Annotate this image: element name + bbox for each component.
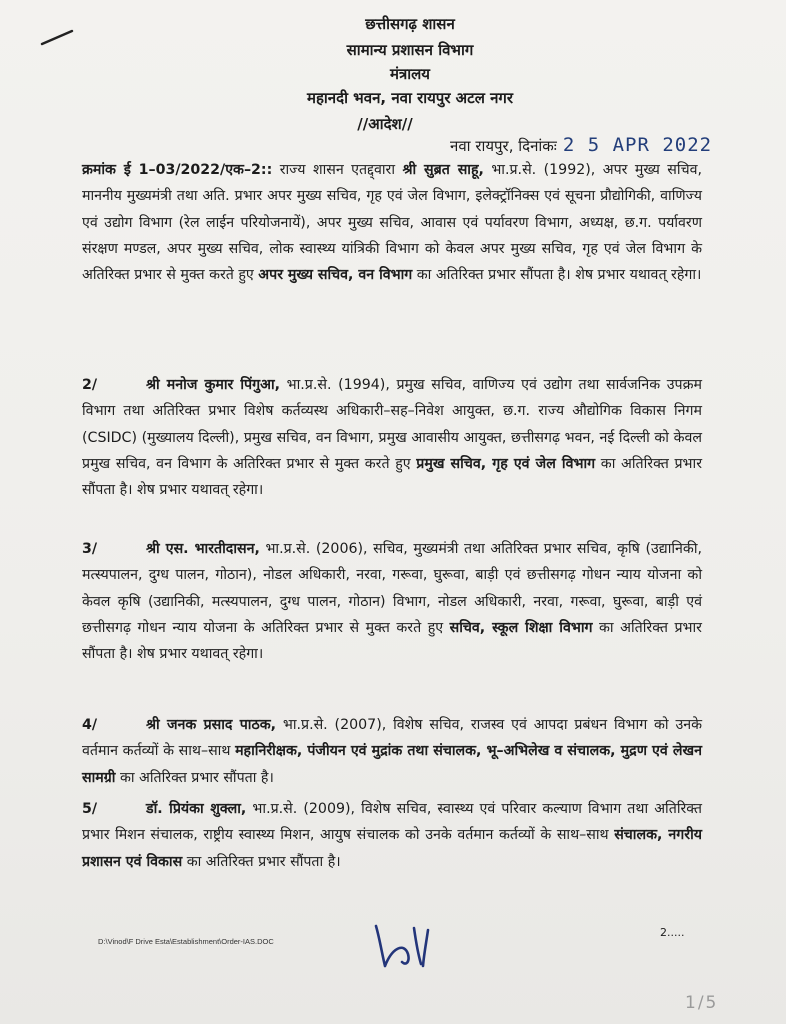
assigned-post: संचालक, नगरीय प्रशासन एवं विकास [82,827,702,870]
paragraph-text: भा.प्र.से. (2007), विशेष सचिव, राजस्व एवं आपदा प्रबंधन विभाग को उनके वर्तमान कर्तव्यों के साथ–साथ [82,717,702,760]
pen-mark-icon [40,28,74,46]
date-stamp: 2 5 APR 2022 [562,134,713,156]
paragraph-text: भा.प्र.से. (2006), सचिव, मुख्यमंत्री तथा अतिरिक्त प्रभार सचिव, कृषि (उद्यानिकी, मत्स्यपालन, दुग्ध पालन, गोठान), नोडल अधिकारी, नरवा, गरूवा, घुरूवा, बाड़ी एवं छत्तीसगढ़ गोधन न्याय योजना को केवल कृषि (उद्यानिकी, मत्स्यपालन, दुग्ध पालन, गोठान) विभाग, नोडल अधिकारी, नरवा, गरूवा, घुरूवा, बाड़ी एवं छत्तीसगढ़ गोधन न्याय योजना के अतिरिक्त प्रभार से मुक्त करते हुए [82,541,703,636]
header-secretariat: मंत्रालय [389,65,430,83]
paragraph-number: 3/ [82,541,98,557]
assigned-post: अपर मुख्य सचिव, वन विभाग [258,267,413,284]
order-paragraph-1 [82,157,702,288]
order-paragraph-5 [82,796,702,875]
paragraph-number: 2/ [82,377,98,393]
paragraph-text: का अतिरिक्त प्रभार सौंपता है। शेष प्रभार यथावत् रहेगा। [412,267,702,284]
officer-name: श्री जनक प्रसाद पाठक, [146,717,276,733]
date-line [450,134,712,156]
assigned-post: सचिव, स्कूल शिक्षा विभाग [449,619,593,636]
order-reference: क्रमांक ई 1–03/2022/एक–2:: [82,162,273,178]
paragraph-text: राज्य शासन एतद्द्वारा [272,162,403,178]
officer-name: श्री मनोज कुमार पिंगुआ, [146,377,280,393]
assigned-post: महानिरीक्षक, पंजीयन एवं मुद्रांक तथा संचालक, भू–अभिलेख व संचालक, मुद्रण एवं लेखन सामग्री [82,743,702,786]
officer-name: श्री सुब्रत साहू, [402,162,484,178]
page-counter: 1/5 [685,993,719,1013]
paragraph-text: का अतिरिक्त प्रभार सौंपता है। शेष प्रभार यथावत् रहेगा। [82,455,702,499]
paragraph-text: भा.प्र.से. (1994), प्रमुख सचिव, वाणिज्य एवं उद्योग तथा सार्वजनिक उपक्रम विभाग तथा अतिरिक्त प्रभार विशेष कर्तव्यस्थ अधिकारी–सह–निवेश आयुक्त, छ.ग. राज्य औद्योगिक विकास निगम (CSIDC) (मुख्यालय दिल्ली), प्रमुख सचिव, वन विभाग, प्रमुख आवासीय आयुक्त, छत्तीसगढ़ भवन, नई दिल्ली को केवल प्रमुख सचिव, वन विभाग के अतिरिक्त प्रभार से मुक्त करते हुए [82,377,702,472]
date-label: नवा रायपुर, दिनांकः [450,137,557,155]
header-department: सामान्य प्रशासन विभाग [346,41,474,59]
signature-initials-icon [368,920,440,970]
header-address: महानदी भवन, नवा रायपुर अटल नगर [306,89,514,107]
order-paragraph-3 [82,536,702,667]
paragraph-number: 4/ [82,717,98,733]
next-page-indicator: 2..... [660,926,685,939]
header-government: छत्तीसगढ़ शासन [365,15,455,33]
paragraph-text: भा.प्र.से. (1992), अपर मुख्य सचिव, माननीय मुख्यमंत्री तथा अति. प्रभार अपर मुख्य सचिव, गृह एवं जेल विभाग, इलेक्ट्रॉनिक्स एवं सूचना प्रौद्योगिकी, वाणिज्य एवं उद्योग विभाग (रेल लाईन परियोजनायें), अपर मुख्य सचिव, आवास एवं पर्यावरण विभाग, अध्यक्ष, छ.ग. पर्यावरण संरक्षण मण्डल, अपर मुख्य सचिव, लोक स्वास्थ्य यांत्रिकी विभाग को केवल अपर मुख्य सचिव, गृह एवं जेल विभाग के अतिरिक्त प्रभार से मुक्त करते हुए [82,162,702,284]
assigned-post: प्रमुख सचिव, गृह एवं जेल विभाग [416,455,596,472]
paragraph-text: का अतिरिक्त प्रभार सौंपता है। शेष प्रभार यथावत् रहेगा। [82,619,702,663]
paragraph-text: भा.प्र.से. (2009), विशेष सचिव, स्वास्थ्य एवं परिवार कल्याण विभाग तथा अतिरिक्त प्रभार मिशन संचालक, राष्ट्रीय स्वास्थ्य मिशन, आयुष संचालक को उनके वर्तमान कर्तव्यों के साथ–साथ [82,801,702,844]
paragraph-number: 5/ [82,801,98,817]
order-paragraph-4 [82,712,702,791]
order-title: //आदेश// [357,115,413,133]
paragraph-text: का अतिरिक्त प्रभार सौंपता है। [115,769,274,786]
officer-name: डॉ. प्रियंका शुक्ला, [146,801,247,817]
officer-name: श्री एस. भारतीदासन, [146,541,260,557]
file-path: D:\Vinod\F Drive Esta\Establishment\Order-IAS.DOC [98,937,274,946]
paragraph-text: का अतिरिक्त प्रभार सौंपता है। [182,853,341,870]
order-paragraph-2 [82,372,702,503]
